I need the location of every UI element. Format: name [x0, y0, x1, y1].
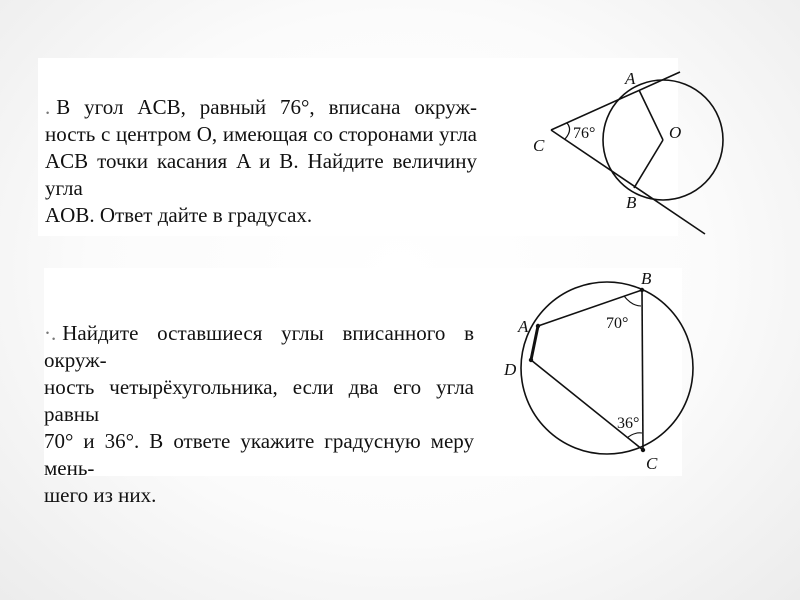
problem-1-line-4: AOB. Ответ дайте в градусах. — [45, 203, 313, 227]
vertex-c — [641, 448, 645, 452]
angle-arc-b — [624, 296, 641, 306]
tangent-line-cb — [551, 130, 705, 234]
side-bc — [642, 290, 643, 450]
problem-2-line-3: 70° и 36°. В ответе укажите градусную меру мень- — [44, 429, 474, 480]
problem-2-text — [44, 320, 474, 509]
label-point-a: A — [518, 317, 529, 336]
circumscribed-circle — [521, 282, 693, 454]
problem-1-line-2: ность с центром O, имеющая со сторонами угла — [45, 122, 477, 146]
problem-2-line-1: ·. Найдите оставшиеся углы вписанного в окруж- — [44, 321, 474, 372]
label-angle-70: 70° — [606, 315, 629, 332]
label-point-c: C — [533, 136, 545, 155]
label-point-b: B — [626, 193, 637, 212]
problem-2-card — [44, 268, 682, 507]
angle-arc-c — [627, 433, 642, 438]
problem-2-marker: ·. — [44, 321, 57, 345]
label-angle-36: 36° — [617, 415, 640, 432]
tangent-circle-figure — [483, 58, 682, 236]
problem-1-line-3: ACB точки касания A и B. Найдите величину угла — [45, 149, 477, 200]
vertex-a — [536, 324, 540, 328]
label-point-d: D — [504, 360, 517, 379]
problem-2-line-4: шего из них. — [44, 483, 157, 507]
vertex-b — [640, 288, 644, 292]
label-angle-76: 76° — [573, 125, 596, 142]
radius-ob — [634, 140, 663, 188]
problem-2-line-2: ность четырёхугольника, если два его угла равны — [44, 375, 474, 426]
cyclic-quadrilateral-figure — [494, 268, 682, 476]
label-point-c: C — [646, 454, 658, 473]
label-point-a: A — [625, 69, 636, 88]
problem-1-text — [45, 94, 477, 229]
label-center-o: O — [669, 123, 682, 142]
vertex-d — [529, 358, 533, 362]
side-da — [531, 326, 538, 360]
problem-1-card — [38, 58, 682, 236]
radius-oa — [639, 90, 663, 140]
problem-1-marker: . — [45, 95, 51, 119]
problem-1-line-1: . В угол ACB, равный 76°, вписана окруж- — [45, 95, 477, 119]
label-point-b: B — [641, 269, 652, 288]
side-cd — [531, 360, 643, 450]
angle-arc-c — [565, 123, 570, 139]
